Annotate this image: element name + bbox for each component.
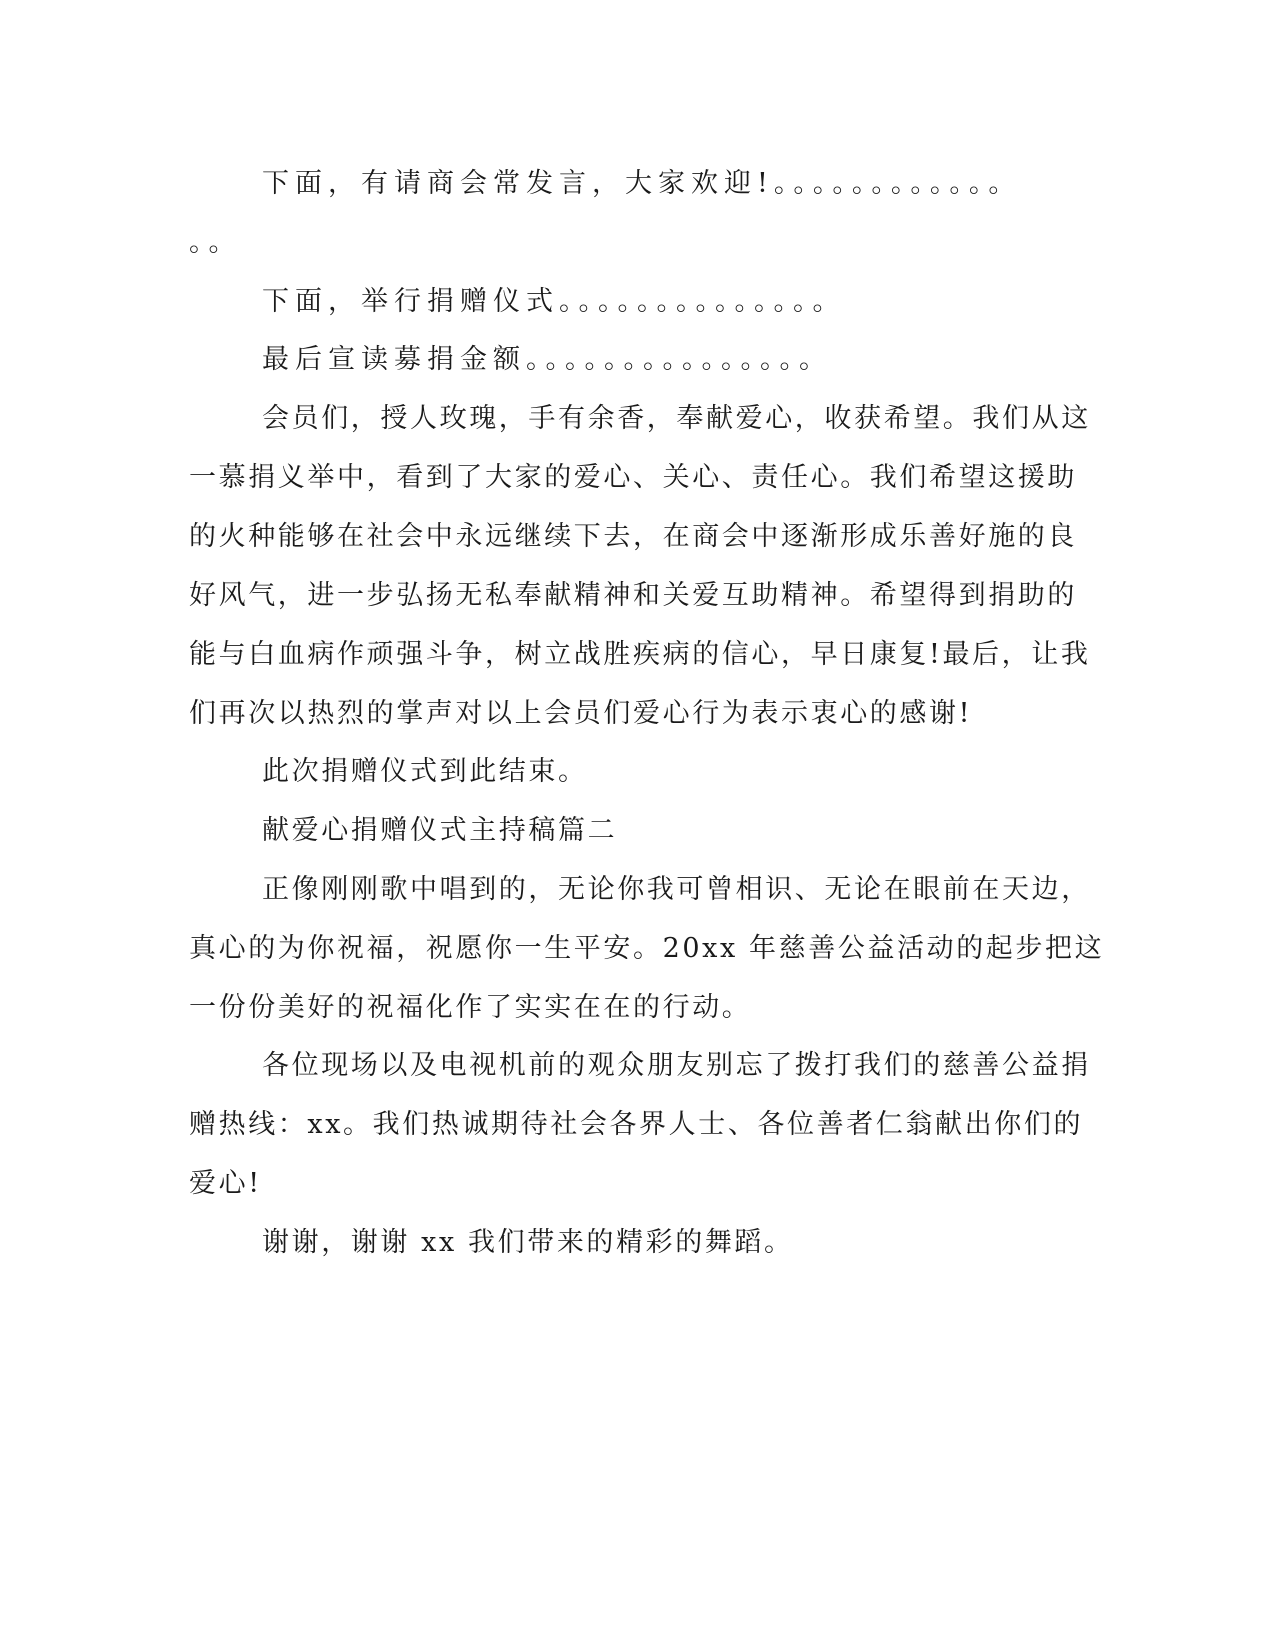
text-line: 各位现场以及电视机前的观众朋友别忘了拨打我们的慈善公益捐 xyxy=(262,1050,1091,1081)
text-line: 下面，举行捐赠仪式。。。。。。。。。。。。。。 xyxy=(262,286,846,317)
section-heading: 献爱心捐赠仪式主持稿篇二 xyxy=(262,815,618,846)
text-line: 。。 xyxy=(189,227,242,258)
text-line: 能与白血病作顽强斗争，树立战胜疾病的信心，早日康复!最后，让我 xyxy=(189,639,1091,670)
text-line: 们再次以热烈的掌声对以上会员们爱心行为表示衷心的感谢! xyxy=(189,698,973,729)
text-line: 下面，有请商会常发言，大家欢迎!。。。。。。。。。。。。 xyxy=(262,168,1022,199)
text-line: 谢谢，谢谢 xx 我们带来的精彩的舞蹈。 xyxy=(262,1227,794,1258)
text-line: 最后宣读募捐金额。。。。。。。。。。。。。。。 xyxy=(262,344,832,375)
text-line: 会员们，授人玫瑰，手有余香，奉献爱心，收获希望。我们从这 xyxy=(262,403,1091,434)
text-line: 一慕捐义举中，看到了大家的爱心、关心、责任心。我们希望这援助 xyxy=(189,462,1077,493)
text-line: 爱心! xyxy=(189,1168,262,1199)
text-line: 赠热线：xx。我们热诚期待社会各界人士、各位善者仁翁献出你们的 xyxy=(189,1109,1084,1140)
text-line: 一份份美好的祝福化作了实实在在的行动。 xyxy=(189,992,752,1023)
text-line: 正像刚刚歌中唱到的，无论你我可曾相识、无论在眼前在天边， xyxy=(262,874,1091,905)
text-line: 好风气，进一步弘扬无私奉献精神和关爱互助精神。希望得到捐助的 xyxy=(189,580,1077,611)
text-line: 此次捐赠仪式到此结束。 xyxy=(262,756,588,787)
text-line: 真心的为你祝福，祝愿你一生平安。20xx 年慈善公益活动的起步把这 xyxy=(189,933,1105,964)
text-line: 的火种能够在社会中永远继续下去，在商会中逐渐形成乐善好施的良 xyxy=(189,521,1077,552)
